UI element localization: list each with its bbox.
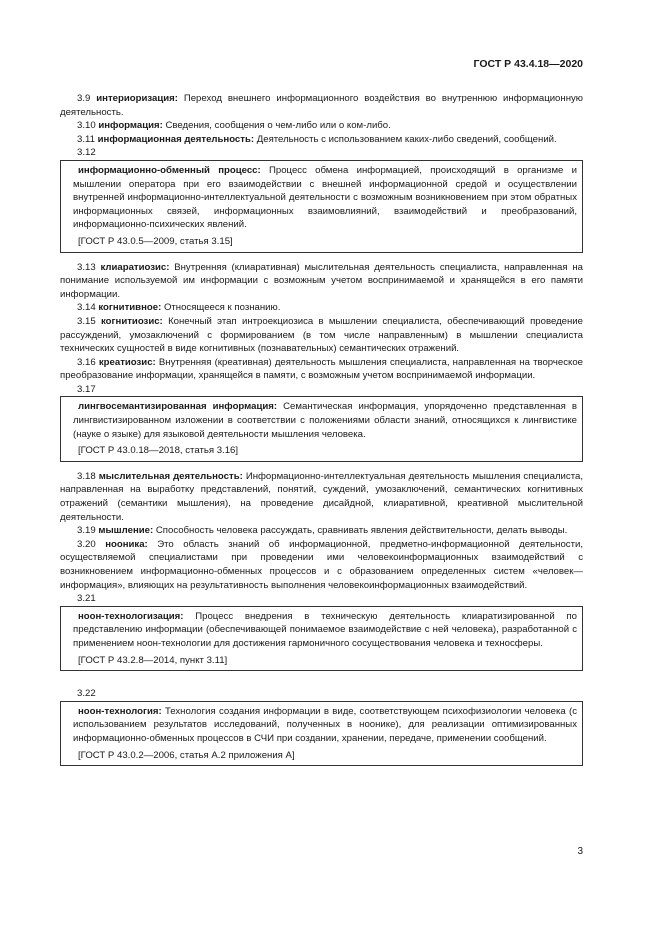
term-reference: [ГОСТ Р 43.0.18—2018, статья 3.16] [78, 445, 239, 457]
term-box-3-12 [60, 160, 583, 253]
term-3-10: 3.10 информация: Сведения, сообщения о чем-либо или о ком-либо. [77, 120, 391, 132]
term-definition: Семантическая информация, упорядоченно представленная в лингвистизированном изложении в соответствии с положениями области знаний, относящихся к лингвистике (науке о языке) для языковой деятельности мышления человека. [73, 401, 577, 440]
term-name: клиаратиозис: [100, 261, 170, 273]
term-definition: Переход внешнего информационного воздействия во внутреннюю информационную деятельность. [60, 93, 583, 118]
term-definition: Относящееся к познанию. [163, 302, 281, 314]
term-name: ноон-технологизация: [78, 610, 184, 622]
term-box-3-21 [60, 606, 583, 671]
term-3-15: 3.15 когнитиозис: Конечный этап интроекциозиса в мышлении специалиста, обеспечивающий проведение рассуждений, умозаключений с формированием (в том числе направленным) в мышлении специалиста технических сущностей в виде когнитивных (познавательных) семантических отражений. [60, 315, 583, 355]
term-name: нооника: [105, 538, 148, 550]
term-name: когнитивное: [98, 302, 162, 314]
term-name: информация: [98, 120, 163, 132]
term-3-11: 3.11 информационная деятельность: Деятельность с использованием каких-либо сведений, сообщений. [77, 133, 557, 145]
term-reference: [ГОСТ Р 43.2.8—2014, пункт 3.11] [78, 654, 228, 666]
term-name: интериоризация: [96, 93, 178, 104]
term-name: креатиозис: [98, 356, 156, 368]
term-3-18: 3.18 мыслительная деятельность: Информационно-интеллектуальная деятельность мышления специалиста, направленная на выработку представлений, понятий, суждений, умозаключений, семантических когнитивных отражений (семантики мышления), на проведение дисайдной, клиаративной, креативной мыслительной деятельности. [60, 470, 583, 523]
term-definition: Способность человека рассуждать, сравнивать явления действительности, делать выводы. [155, 525, 568, 537]
term-reference: [ГОСТ Р 43.0.2—2006, статья А.2 приложения А] [78, 749, 295, 761]
term-name: мыслительная деятельность: [98, 470, 243, 482]
term-3-19: 3.19 мышление: Способность человека рассуждать, сравнивать явления действительности, делать выводы. [77, 525, 568, 537]
term-definition: Деятельность с использованием каких-либо сведений, сообщений. [256, 133, 557, 145]
term-number: 3.22 [77, 688, 96, 700]
term-box-3-17 [60, 396, 583, 461]
term-definition: Внутренняя (клиаративная) мыслительная деятельность специалиста, направленная на понимание используемой им информации с возможным учетом воспринимаемой и хранящейся в его памяти информации. [60, 261, 583, 300]
term-reference: [ГОСТ Р 43.0.5—2009, статья 3.15] [78, 235, 233, 247]
term-definition: Информационно-интеллектуальная деятельность мышления специалиста, направленная на выработку представлений, понятий, суждений, умозаключений, семантических когнитивных отражений (семантики мышления), на проведение дисайдной, клиаративной, креативной мыслительной деятельности. [60, 470, 583, 523]
term-definition: Технология создания информации в виде, соответствующем психофизиологии человека (с использованием результатов исследований, полученных в ноонике), для реализации оптимизированных информационно-обменных процессов в СЧИ при создании, хранении, передаче, применении сообщений. [73, 705, 577, 744]
term-3-16: 3.16 креатиозис: Внутренняя (креативная) деятельность мышления специалиста, направленная на творческое преобразование информации, хранящейся в памяти, с возможным учетом воспринимаемой информации. [60, 356, 584, 382]
term-definition: Процесс обмена информацией, происходящий в организме и мышлении оператора при его взаимодействии с внешней информационной средой и осуществлении внутренней информационно-интеллектуальной деятельности с возможным возникновением при этом обратных информационных связей, информационных взаимовлияний, взаимодействий и преобразований, информационно-психических явлений. [73, 164, 578, 231]
term-number: 3.12 [77, 147, 96, 159]
term-number: 3.17 [77, 383, 96, 395]
term-definition: Внутренняя (креативная) деятельность мышления специалиста, направленная на творческое преобразование информации, хранящейся в памяти, с возможным учетом воспринимаемой информации. [60, 356, 584, 382]
term-box-3-22 [60, 701, 583, 766]
term-name: лингвосемантизированная информация: [78, 401, 278, 413]
term-name: информационная деятельность: [97, 133, 255, 145]
standard-header: ГОСТ Р 43.4.18—2020 [473, 58, 583, 70]
term-3-20: 3.20 нооника: Это область знаний об информационной, предметно-информационной деятельности, осуществляемой специалистами при проведении ими человекоинформационных взаимодействий с возникновением информационно-обменных процессов и с образованием определенных систем «человек—информация», влияющих на результативность выполнения человекоинформационных взаимодействий. [60, 538, 583, 591]
term-number: 3.21 [77, 593, 96, 605]
term-definition: Сведения, сообщения о чем-либо или о ком-либо. [165, 120, 391, 132]
term-3-9: 3.9 интериоризация: Переход внешнего информационного воздействия во внутреннюю информационную деятельность. [60, 93, 583, 118]
term-3-14: 3.14 когнитивное: Относящееся к познанию. [77, 302, 281, 314]
term-definition: Процесс внедрения в техническую деятельность клиаратизированной по представлению информации (обеспечивающей понимаемое взаимодействие с ней человека), разработанной с применением ноон-технологии для достижения гармоничного сосуществования человека и техносферы. [73, 610, 577, 649]
term-name: информационно-обменный процесс: [78, 164, 261, 176]
page-number: 3 [577, 846, 583, 857]
term-name: мышление: [98, 525, 154, 537]
term-definition: Это область знаний об информационной, предметно-информационной деятельности, осуществляемой специалистами при проведении ими человекоинформационных взаимодействий с возникновением информационно-обменных процессов и с образованием определенных систем «человек—информация», влияющих на результативность выполнения человекоинформационных взаимодействий. [60, 538, 583, 591]
term-3-13: 3.13 клиаратиозис: Внутренняя (клиаративная) мыслительная деятельность специалиста, направленная на понимание используемой им информации с возможным учетом воспринимаемой и хранящейся в его памяти информации. [60, 261, 583, 300]
document-page [60, 58, 583, 774]
term-name: когнитиозис: [101, 315, 163, 327]
term-name: ноон-технология: [78, 705, 162, 717]
term-definition: Конечный этап интроекциозиса в мышлении специалиста, обеспечивающий проведение рассуждений, умозаключений с формированием (в том числе направленным) в мышлении специалиста технических сущностей в виде когнитивных (познавательных) семантических отражений. [60, 315, 583, 355]
